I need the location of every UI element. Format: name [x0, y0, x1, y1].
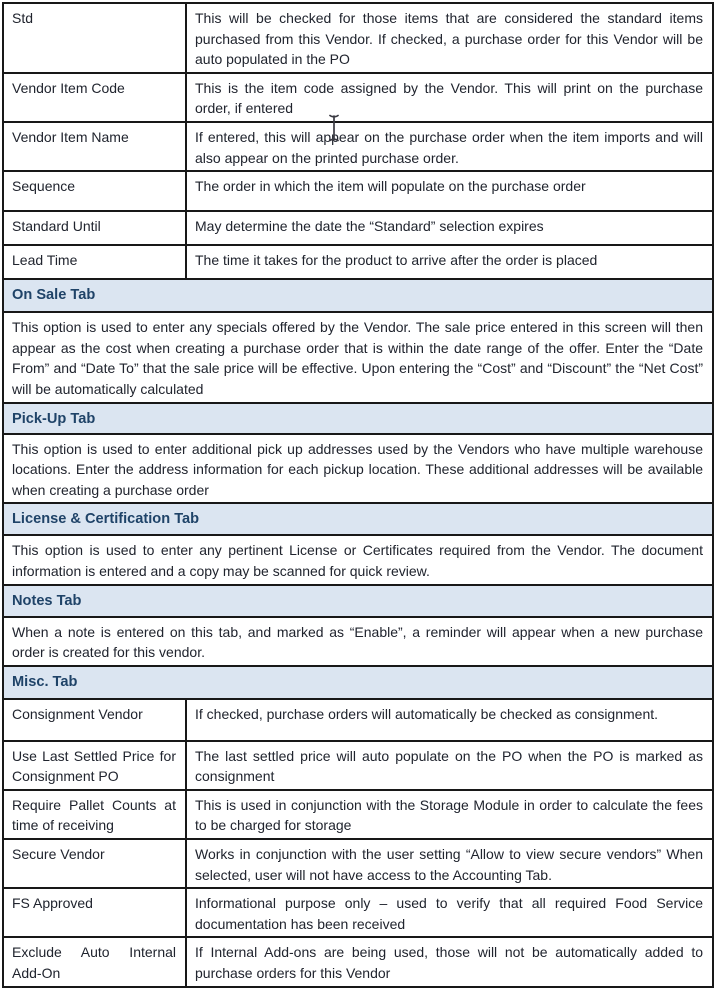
field-label: Exclude Auto Internal Add-On: [4, 938, 187, 985]
field-description: May determine the date the “Standard” selection expires: [195, 218, 544, 235]
section-body-row: [4, 433, 712, 503]
field-description: If entered, this will appear on the purchase order when the item imports and will also appear on the printed purchase order.: [195, 128, 703, 166]
field-label: Std: [4, 4, 187, 72]
field-description: Informational purpose only – used to verify that all required Food Service documentation has been received: [195, 895, 703, 932]
section-title: Notes Tab: [12, 592, 82, 609]
field-label: Standard Until: [4, 212, 187, 244]
table-row: [4, 210, 712, 244]
field-description: This is the item code assigned by the Vendor. This will print on the purchase order, if entered: [195, 79, 703, 117]
field-description: The time it takes for the product to arrive after the order is placed: [195, 252, 598, 269]
field-label: Sequence: [4, 172, 187, 210]
field-label: Consignment Vendor: [4, 700, 187, 740]
field-label: Lead Time: [4, 246, 187, 278]
table-row: [4, 244, 712, 278]
table-row: [4, 936, 712, 985]
field-description: This is used in conjunction with the Storage Module in order to calculate the fees to be charged for storage: [195, 796, 703, 834]
table-row: [4, 698, 712, 740]
field-description: This will be checked for those items that are considered the standard items purchased from this Vendor. If checked, a purchase order for this Vendor will be auto populated in the PO: [195, 10, 703, 68]
table-row: [4, 170, 712, 210]
field-description: The order in which the item will populate on the purchase order: [195, 178, 586, 195]
section-title: On Sale Tab: [12, 287, 96, 304]
field-label: Use Last Settled Price for Consignment PO: [4, 742, 187, 789]
section-body: This option is used to enter any specials offered by the Vendor. The sale price entered in this screen will then appear as the cost when creating a purchase order that is within the date range of the offer. Enter the “Date From” and “Date To” that the sale price will be effective. Upon entering the “Cost” and “Discount” the “Net Cost” will be automatically calculated: [12, 319, 703, 397]
section-body-row: [4, 616, 712, 665]
field-description: If checked, purchase orders will automatically be checked as consignment.: [195, 705, 659, 722]
field-description: The last settled price will auto populate on the PO when the PO is marked as consignment: [195, 747, 703, 785]
table-row: [4, 838, 712, 887]
section-title: Pick-Up Tab: [12, 410, 96, 427]
vendor-manual-table: [2, 2, 714, 988]
section-header-row: [4, 502, 712, 534]
section-header-row: [4, 665, 712, 698]
section-header-row: [4, 278, 712, 311]
table-row: [4, 72, 712, 121]
section-body: This option is used to enter additional pick up addresses used by the Vendors who have multiple warehouse locations. Enter the address information for each pickup location. These additional addresses will be available when creating a purchase order: [12, 440, 703, 498]
field-description: If Internal Add-ons are being used, those will not be automatically added to purchase orders for this Vendor: [195, 944, 703, 982]
field-label: Secure Vendor: [4, 840, 187, 887]
table-row: [4, 740, 712, 789]
section-body-row: [4, 311, 712, 401]
table-row: [4, 789, 712, 838]
table-row: [4, 4, 712, 72]
section-title: Misc. Tab: [12, 673, 78, 690]
field-label: Require Pallet Counts at time of receiving: [4, 791, 187, 838]
field-description: Works in conjunction with the user setting “Allow to view secure vendors” When selected, user will not have access to the Accounting Tab.: [195, 846, 703, 883]
section-body: When a note is entered on this tab, and marked as “Enable”, a reminder will appear when a new purchase order is created for this vendor.: [12, 623, 703, 661]
table-row: [4, 887, 712, 936]
field-label: Vendor Item Code: [4, 74, 187, 121]
section-header-row: [4, 584, 712, 616]
section-body: This option is used to enter any pertinent License or Certificates required from the Vendor. The document information is entered and a copy may be scanned for quick review.: [12, 542, 703, 579]
section-title: License & Certification Tab: [12, 511, 200, 528]
section-header-row: [4, 402, 712, 433]
field-label: Vendor Item Name: [4, 123, 187, 170]
field-label: FS Approved: [4, 889, 187, 936]
table-row: [4, 121, 712, 170]
section-body-row: [4, 534, 712, 583]
